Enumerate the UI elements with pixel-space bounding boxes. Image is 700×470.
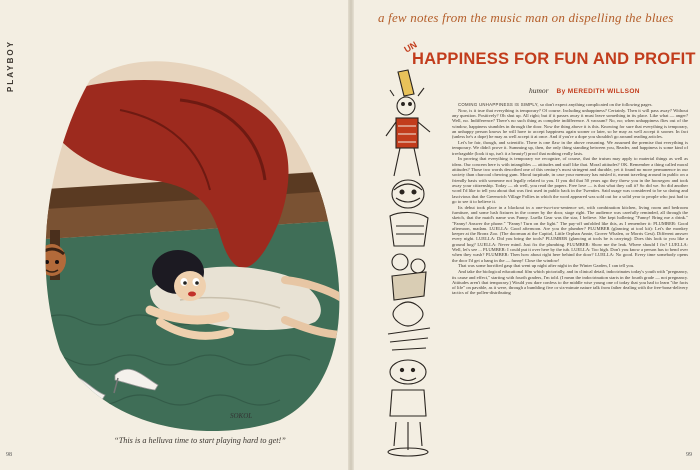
article-headline: HAPPINESS FOR FUN AND PROFIT	[412, 50, 696, 68]
paragraph: And take the biological educational film which pictorially, and in clinical detail, indoctrinates today's youth with "pregnancy, its cause and effect," starting with fourth graders, I'm told. (I mean the indoctrination starts in the fourth grade — not pregnancy. Attitudes aren't that temporary.) Would you dare confess to the middle wise young one of today that you had to learn "the facts of life" on pavable, as it were, through a bumbling five or six-minute nature talk from father dealing with the free-bona-delivery tactics of the pollen-distributing	[452, 269, 688, 296]
left-page	[0, 0, 348, 470]
article-kicker: a few notes from the music man on dispelling the blues	[378, 10, 674, 25]
paragraph: so don't expect anything complicated on the following pages.	[540, 102, 653, 107]
headline-prefix: UN	[402, 39, 419, 55]
author-byline: By MEREDITH WILLSON	[556, 88, 640, 95]
paragraph: That was some horrified gasp that went up night after night in the Winter Garden, I can tell you.	[458, 263, 635, 269]
byline	[529, 86, 640, 95]
page-number-left: 98	[6, 452, 12, 458]
running-head: PLAYBOY	[6, 40, 15, 92]
musician-doodle-illustration	[380, 66, 438, 458]
trumpet-icon	[398, 70, 414, 96]
paragraph: Its debut took place in a blackout in a one-two-two-sentence set, with combination kitchen, living room and bedroom furniture, and some lush fixtures in the corner by the door, stage right. The audience was carefully reminded, all through the sketch, that the maid's name was Fanny. Luella Gear was the star, I believe. She kept hollering "Fanny! Bring me a drink." "Fanny! Answer the phone." "Fanny! Turn on the light." The pay-off unfolded like this, as I remember it: PLUMBER: Good afternoon, madam. LUELLA: Good afternoon. Are you the plumber? PLUMBER (glancing at tool kit): Let's the monkey keeper at the Bronx Zoo. (The doorman at the Capitol, Little Orphan Annie, Grover Whalen, or Morris Gest). Different answer every night. LUELLA: Did you bring the tools? PLUMBER (glancing at tools be is carrying): Does this look to you like a ground hog? LUELLA: Never mind. Just fix the plumbing. PLUMBER: Show me the leak. Where should I fix? LUELLA: Well, let's see ... PLUMBER: I could put it over here by the tub. LUELLA: Too high. Don't you know a person has to bend over when they wash? PLUMBER: Then how about right here behind the door? LUELLA: No good. Every time somebody opens the door I'd get a bang in the — funny! Close the window!	[452, 204, 688, 263]
lead-in: COMING UNHAPPINESS IS SIMPLY,	[458, 102, 539, 107]
artist-signature: SOKOL	[230, 412, 253, 420]
paragraph: Now, is it true that everything is temporary? Of course. Including unhappiness? Certainly. Then it will pass away? Without any question. Positively? Oh shut up. All right; but if it passes away it must leave something in its place. Like what — anger? Well, no. Indifference? There's no such thing as complete indifference. A vacuum? No, no; when unhappiness flies out of the window, happiness stumbles in through the door. Now the thing above it is this. Knowing for sure that everything is temporary, an unhappy person knows he will have to accept happiness again sooner or later, so he may as well accept it sooner. In fact (unless he's a dope) he may as well accept it at once. And if you're a dope you shouldn't go around reading articles.	[452, 107, 688, 140]
paragraph: In proving that everything is temporary we recognize, of course, that the truism may apply to material things as well as ideas. Our concern here is with intangibles — attitudes and stuff like that. Moral attitudes? OK. Remember a thing called moral attitudes? Those two words described one of this century's most stringent and durable, yet it found no more permanence in our society than charcoal chewing gum. Moral turpitude, in case your memory has misled it, meant traveling around in public on a friendly basis with someone not legally related to you. If you did that 50 years ago they threw you in the hoosegow and took away your citizenship. Today — oh well, you read the papers. Free love — is that what they call it? So did we. So did another word I'd like to tell you about that was first used in public back in the Twenties. Said usage was considered to be so daring and lascivious that the Greenwich Village Follies in which the word appeared was sold out for a solid year to people who just had to go to see it to believe it.	[452, 156, 688, 204]
article-category: humor	[529, 86, 549, 95]
man-peeking	[38, 244, 66, 276]
page-number-right: 99	[686, 452, 692, 458]
headline-block	[404, 40, 694, 80]
right-page	[354, 0, 700, 470]
paragraph: Let's be fair, though, and scientific. There is one flaw in the above reasoning. We assumed the premise that everything is temporary. We didn't prove it. Summing up, then, the only thing standing between you, Reader, and happiness is some kind of irrefragable (look it up, isn't it a beauty!) proof that nothing really lasts.	[452, 140, 688, 156]
cartoon-caption: “This is a helluva time to start playing hard to get!”	[114, 436, 286, 445]
cartoon-illustration	[30, 60, 350, 440]
article-body	[452, 102, 688, 454]
